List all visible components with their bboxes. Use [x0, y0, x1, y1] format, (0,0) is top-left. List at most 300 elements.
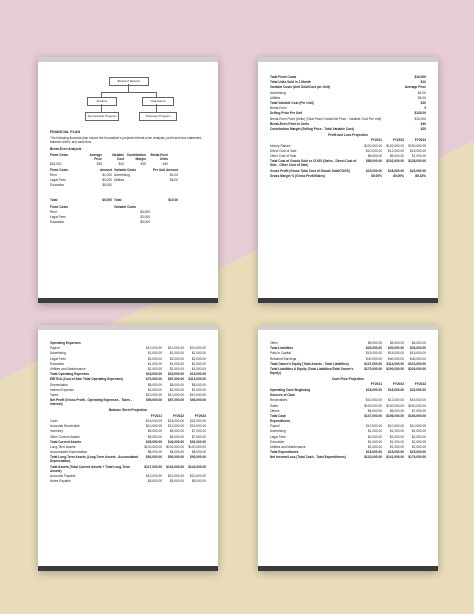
- row-label: Sources of Cash: [270, 393, 296, 398]
- row-label: Education: [50, 361, 65, 366]
- row-value: $179,000.00: [408, 455, 426, 460]
- row-label: Total Liabilities: [270, 346, 293, 351]
- table-row: [270, 424, 426, 428]
- row-value: $10,000.00: [388, 424, 404, 429]
- table-row: [50, 393, 206, 397]
- row-value: $10,000.00: [168, 346, 184, 351]
- table-row: [50, 388, 206, 392]
- row-value: $1,000.00: [389, 429, 404, 434]
- fixed-variable-table: [50, 205, 206, 223]
- cash-flow-table: [270, 388, 426, 459]
- row-value: $147,000.00: [364, 413, 382, 418]
- row-value: 85.00%: [371, 173, 382, 178]
- row-value: $1,000.00: [191, 361, 206, 366]
- fc-total: Total: [114, 198, 122, 203]
- row-value: $7,000.00: [191, 434, 206, 439]
- fc-spacer: [50, 187, 84, 197]
- row-label: Expenditures: [270, 419, 291, 424]
- row-value: $1,000.00: [411, 429, 426, 434]
- fc-cell: $1,000: [102, 173, 112, 178]
- break-even-details: [270, 75, 426, 131]
- row-value: Average Price: [404, 85, 426, 90]
- row-label: Payroll: [50, 346, 60, 351]
- row-value: $7,000.00: [191, 429, 206, 434]
- row-value: $92,000.00: [146, 455, 162, 460]
- row-value: $113,000.00: [188, 377, 206, 382]
- page-1-content: [50, 127, 206, 291]
- row-value: $10: [420, 100, 426, 105]
- row-value: $10,000.00: [146, 392, 162, 397]
- row-value: $156,000.00: [386, 413, 404, 418]
- bea-header: Variable Cost: [111, 153, 124, 162]
- row-value: $8,000.00: [147, 382, 162, 387]
- row-value: $10,000.00: [366, 149, 382, 154]
- row-value: $141,000.00: [386, 455, 404, 460]
- row-value: $5,000.00: [147, 434, 162, 439]
- row-label: Taxes: [50, 392, 59, 397]
- org-connector: [128, 84, 129, 92]
- fc2-cell: Rent: [50, 210, 57, 215]
- row-value: $93,000.00: [190, 398, 206, 403]
- table-row: [270, 111, 426, 115]
- fc-cell: Advertising: [114, 173, 130, 178]
- fc-cell: Education: [50, 182, 65, 187]
- row-label: Net Income/Loss (Total Cash - Total Expenditures): [270, 455, 346, 460]
- row-label: Other: [270, 341, 278, 345]
- bea-value: $10: [118, 162, 124, 167]
- fc-cell: [114, 183, 150, 187]
- row-value: $6,000.00: [389, 408, 404, 413]
- row-value: $5,000.00: [147, 478, 162, 483]
- table-row: [270, 414, 426, 418]
- table-row: [50, 465, 206, 473]
- row-value: $15,000.00: [388, 351, 404, 356]
- bea-header: Contribution Margin: [126, 153, 146, 162]
- row-value: $127,000.00: [144, 464, 162, 469]
- cf-header: FY2022: [392, 382, 404, 387]
- bea-value: $25: [140, 162, 146, 167]
- row-label: Education: [270, 439, 285, 444]
- row-value: $40,000.00: [410, 356, 426, 361]
- row-value: $1,000.00: [389, 445, 404, 449]
- row-value: $220,000.00: [408, 366, 426, 371]
- row-value: $7,000.00: [411, 408, 426, 413]
- row-value: $35,000.00: [146, 439, 162, 444]
- row-label: Total Fixed Costs: [270, 75, 297, 79]
- row-label: Utilities: [270, 95, 281, 100]
- row-value: $12,000.00: [388, 398, 404, 403]
- row-value: $1,000.00: [367, 445, 382, 449]
- table-row: [270, 398, 426, 402]
- row-label: Advertising: [270, 90, 286, 95]
- table-row: [50, 341, 206, 345]
- row-label: Total Assets (Total Current Assets + Total Long-Term Assets): [50, 464, 130, 473]
- row-value: $15,000.00: [388, 450, 404, 455]
- row-value: $10,000.00: [168, 473, 184, 478]
- row-label: Long-Term Assets: [50, 445, 76, 449]
- row-label: Variable Costs (Unit Sold/Cost per Unit): [270, 85, 330, 90]
- row-value: $128,000.00: [408, 159, 426, 164]
- table-row: [270, 154, 426, 158]
- row-value: $10,000.00: [146, 424, 162, 429]
- row-value: $7,000.00: [411, 154, 426, 159]
- org-connector: [101, 92, 156, 93]
- row-label: Accounts Payable: [50, 473, 76, 478]
- bea-value: $35: [96, 162, 102, 167]
- row-label: Gross Profit (Gross Total Cost of Goods Sold/COGS): [270, 168, 350, 173]
- row-label: Total Liabilities & Equity (Total Liabilities/Total Owner's Equity): [270, 366, 354, 375]
- row-value: $2,000.00: [147, 387, 162, 392]
- table-row: [50, 351, 206, 355]
- row-value: $1,000.00: [169, 351, 184, 356]
- table-row: [50, 362, 206, 366]
- org-connector: [156, 104, 157, 112]
- row-value: $25: [420, 126, 426, 131]
- row-label: Advertising: [50, 351, 66, 356]
- row-value: $20,000.00: [388, 346, 404, 351]
- table-row: [270, 455, 426, 459]
- row-label: Utilities and Maintenance: [270, 445, 306, 449]
- operating-expenses-table: [50, 341, 206, 406]
- table-row: [270, 149, 426, 153]
- row-value: $4.00: [418, 90, 426, 95]
- row-value: $5,000.00: [389, 341, 404, 345]
- row-value: $15,000.00: [410, 398, 426, 403]
- row-value: $16,000: [414, 75, 426, 79]
- table-row: [270, 106, 426, 110]
- row-label: EBITDA (Cost of Sale Total Operating Expenses): [50, 377, 124, 382]
- row-label: Accumulated Depreciation: [50, 450, 88, 455]
- row-label: Retained Earnings: [270, 356, 297, 361]
- row-label: Other Cost of Sale: [270, 154, 297, 159]
- row-value: $70,000.00: [146, 377, 162, 382]
- fc-total: $9,000: [102, 198, 112, 203]
- row-value: $1,000.00: [147, 361, 162, 366]
- row-label: Contribution Margin (Selling Price - Total Variable Cost): [270, 126, 354, 131]
- table-row: [270, 388, 426, 392]
- fc-cell: $4.00: [170, 173, 178, 178]
- page-4-content: [270, 341, 426, 559]
- row-value: $114,000.00: [386, 361, 404, 366]
- org-box-board: Board of Director: [109, 77, 149, 86]
- row-value: $1,000.00: [389, 439, 404, 444]
- table-row: [50, 440, 206, 444]
- row-value: $2,000.00: [411, 434, 426, 439]
- row-label: Sales: [270, 403, 278, 408]
- row-value: $10,000.00: [366, 398, 382, 403]
- row-value: $5,000.00: [367, 154, 382, 159]
- row-label: Interest Expense: [50, 387, 74, 392]
- bea-value: $16,000: [50, 162, 62, 167]
- row-value: $6,000.00: [389, 154, 404, 159]
- table-row: [270, 346, 426, 350]
- balance-sheet-table: [50, 419, 206, 483]
- row-label: Advertising: [270, 429, 286, 434]
- table-row: [50, 383, 206, 387]
- row-value: $22,000.00: [410, 168, 426, 173]
- row-value: $2,000.00: [389, 434, 404, 439]
- row-label: Paid-In Capital: [270, 351, 291, 356]
- fc-header: Fixed Costs: [50, 168, 69, 173]
- fc-header: Amount: [99, 168, 112, 173]
- row-value: $6.00: [418, 95, 426, 100]
- row-value: $15,000.00: [366, 168, 382, 173]
- row-value: $: [424, 106, 426, 111]
- cf-headers: [270, 382, 426, 386]
- row-value: $5,000.00: [367, 408, 382, 413]
- table-row: [50, 424, 206, 428]
- pl-title: Profit and Loss Projection: [328, 132, 368, 137]
- row-label: Inventory: [50, 429, 64, 434]
- bea-value: 640: [162, 162, 168, 167]
- row-value: $8,000.00: [191, 382, 206, 387]
- pl-header: FY2023: [414, 138, 426, 143]
- page-header-bar: [258, 325, 438, 330]
- row-value: $40,000.00: [388, 356, 404, 361]
- table-row: [270, 419, 426, 423]
- table-row: [270, 96, 426, 100]
- table-row: [270, 91, 426, 95]
- row-value: $6,000.00: [169, 429, 184, 434]
- table-row: [50, 372, 206, 376]
- row-value: $15,000.00: [190, 424, 206, 429]
- row-value: $150,000.00: [408, 143, 426, 148]
- row-value: $107,000.00: [364, 361, 382, 366]
- row-value: $1,000.00: [147, 366, 162, 371]
- row-value: $6,000.00: [169, 434, 184, 439]
- page-header-bar: [38, 325, 218, 330]
- table-row: [270, 144, 426, 148]
- pl-header: FY2021: [370, 138, 382, 143]
- row-value: $20,000.00: [410, 346, 426, 351]
- row-value: $12,000.00: [388, 149, 404, 154]
- fc2-cell: $3,000: [140, 214, 150, 219]
- org-box-operations: Operations: [142, 97, 174, 106]
- row-value: $5,000.00: [191, 478, 206, 483]
- org-box-finance: Finance: [87, 97, 117, 106]
- bea-header: Average Price: [89, 153, 102, 162]
- row-value: $10,000.00: [146, 346, 162, 351]
- row-value: $10,000.00: [168, 392, 184, 397]
- row-value: $120,000.00: [386, 403, 404, 408]
- row-label: Break-Even Point (Units) (Total Fixed Costs/Unit Price - Variable Cost Per Unit): [270, 116, 382, 121]
- fc2-header: Fixed Costs: [50, 205, 69, 210]
- pl-headers: [270, 138, 426, 142]
- page-footer-bar: [258, 566, 438, 571]
- table-row: [270, 440, 426, 444]
- table-row: [50, 346, 206, 350]
- row-value: $2,000.00: [169, 387, 184, 392]
- row-label: Cash: [50, 419, 58, 424]
- row-value: $8,000.00: [191, 450, 206, 455]
- table-row: [270, 429, 426, 433]
- table-row: [270, 445, 426, 449]
- table-row: [270, 409, 426, 413]
- document-page-1: [38, 57, 218, 303]
- row-value: $10,000.00: [190, 473, 206, 478]
- row-value: $1,000.00: [147, 351, 162, 356]
- page-footer-bar: [38, 566, 218, 571]
- row-value: $102,000.00: [386, 159, 404, 164]
- row-value: $8,000.00: [169, 450, 184, 455]
- table-row: [270, 351, 426, 355]
- fc-cell: $3,000: [102, 177, 112, 182]
- row-value: $150,000.00: [408, 403, 426, 408]
- row-label: Total Current Assets: [50, 439, 81, 444]
- row-value: $135.00: [414, 111, 426, 116]
- fc-cell: Legal Fees: [50, 177, 66, 182]
- table-row: [270, 117, 426, 121]
- row-value: $92,000.00: [190, 455, 206, 460]
- fc2-header: Variable Costs: [114, 205, 136, 210]
- row-label: Depreciation: [50, 382, 68, 387]
- row-value: $18,000.00: [388, 387, 404, 392]
- section-title: FINANCIAL PLAN: [50, 130, 81, 134]
- org-box-sponsorship: Sponsorship Program: [85, 112, 119, 121]
- row-label: Total Units Sold in 1 Month: [270, 80, 311, 85]
- row-value: 85.00%: [393, 173, 404, 178]
- row-label: Total Variable Cost (Per Unit): [270, 100, 314, 105]
- row-value: $5,000.00: [367, 341, 382, 345]
- org-connector: [101, 104, 102, 112]
- table-row: [50, 357, 206, 361]
- cf-header: FY2023: [414, 382, 426, 387]
- row-value: $1,000.00: [411, 439, 426, 444]
- table-row: [50, 445, 206, 449]
- document-page-3: [38, 325, 218, 571]
- fc2-cell: Legal Fees: [50, 214, 66, 219]
- table-row: [270, 450, 426, 454]
- row-label: Operating Cash Beginning: [270, 387, 311, 392]
- row-value: $22,000.00: [410, 387, 426, 392]
- table-row: [270, 357, 426, 361]
- fc2-cell: Education: [50, 219, 65, 224]
- table-row: [50, 435, 206, 439]
- table-row: [270, 435, 426, 439]
- row-value: $1,000.00: [191, 366, 206, 371]
- table-row: [270, 404, 426, 408]
- row-label: Break-Even: [270, 106, 287, 111]
- table-row: [270, 101, 426, 105]
- row-label: Selling Price Per Unit: [270, 111, 303, 116]
- row-value: $15,000.00: [366, 450, 382, 455]
- table-row: [270, 362, 426, 366]
- table-row: [270, 159, 426, 167]
- row-value: $67,000.00: [168, 398, 184, 403]
- table-row: [50, 398, 206, 406]
- row-value: $2,000.00: [191, 356, 206, 361]
- row-value: $170,000.00: [364, 366, 382, 371]
- page-footer-bar: [38, 298, 218, 303]
- row-value: $42,000.00: [168, 439, 184, 444]
- bs-header: FY2021: [150, 413, 162, 418]
- row-value: $15,000.00: [366, 387, 382, 392]
- row-value: $120,000.00: [386, 143, 404, 148]
- row-label: Notes Payable: [50, 478, 71, 483]
- bs-header: FY2023: [194, 413, 206, 418]
- row-value: $15,000.00: [168, 372, 184, 377]
- bea-header: Break-Even Units: [150, 153, 168, 162]
- row-value: $18,000.00: [168, 419, 184, 424]
- row-value: $87,000.00: [168, 377, 184, 382]
- row-value: $20,000.00: [366, 346, 382, 351]
- row-value: $1,000.00: [169, 361, 184, 366]
- bs-header: FY2022: [172, 413, 184, 418]
- cf-header: FY2021: [370, 382, 382, 387]
- row-value: $10,000.00: [146, 473, 162, 478]
- row-value: $1,000.00: [191, 351, 206, 356]
- pl-table: [270, 144, 426, 178]
- row-label: Money Raised: [270, 143, 291, 148]
- row-value: $10,000.00: [190, 392, 206, 397]
- row-value: $132,000.00: [364, 455, 382, 460]
- row-value: $100,000.00: [188, 445, 206, 449]
- row-label: Utilities and Maintenance: [50, 366, 86, 371]
- bea-header: Fixed Costs: [50, 153, 69, 158]
- row-value: $40,000.00: [366, 356, 382, 361]
- table-row: [50, 455, 206, 463]
- row-label: Total Owner's Equity (Total Assets - Total Liabilities): [270, 361, 349, 366]
- table-row: [270, 127, 426, 131]
- row-value: $10,000.00: [366, 424, 382, 429]
- bs-title: Balance Sheet Projection: [108, 408, 148, 413]
- row-value: $8,000.00: [169, 382, 184, 387]
- fc-cell: [152, 183, 178, 187]
- row-label: Direct Cost of Sale: [270, 149, 297, 154]
- row-label: Gross Margin % (Gross Profit/Sales): [270, 173, 325, 178]
- fc-cell: $5,000: [102, 182, 112, 187]
- row-value: $92,000.00: [168, 455, 184, 460]
- row-value: $190,000.00: [386, 366, 404, 371]
- intro-paragraph: The following financial plan shows the foundation's projected break-even analysis, profit and loss statement, balance sheet, and cash flow.: [50, 136, 203, 145]
- table-row: [50, 474, 206, 478]
- fc2-cell: $3,000: [140, 210, 150, 215]
- row-value: $100,000.00: [166, 445, 184, 449]
- row-value: $134,000.00: [166, 464, 184, 469]
- row-value: $2,000.00: [147, 356, 162, 361]
- row-value: $15,000.00: [146, 372, 162, 377]
- row-value: $1,000.00: [367, 429, 382, 434]
- fixed-cost-table: [50, 168, 206, 202]
- row-label: Legal Fees: [50, 356, 66, 361]
- table-row: [50, 450, 206, 454]
- bea-title: Break-Even Analysis: [50, 147, 82, 152]
- bea-table: [50, 153, 206, 166]
- row-value: $10: [420, 80, 426, 85]
- row-value: $10,000.00: [410, 424, 426, 429]
- row-value: $5,000.00: [411, 341, 426, 345]
- row-value: $194,000.00: [408, 413, 426, 418]
- row-value: $2,000.00: [169, 356, 184, 361]
- document-page-4: [258, 325, 438, 571]
- row-label: Total Operating Expenses: [50, 372, 90, 377]
- bs-headers: [50, 414, 206, 418]
- row-label: Total Cost of Goods Sold or COGS (Sales - Direct Cost of Sale - Other Cost of Sale): [270, 159, 357, 168]
- table-row: [270, 367, 426, 375]
- row-value: $1,000.00: [169, 366, 184, 371]
- row-label: Total Expenditures: [270, 450, 299, 455]
- row-value: $18,000.00: [388, 168, 404, 173]
- table-row: [270, 174, 426, 178]
- fc-cell: Utilities: [114, 177, 125, 182]
- cf-title: Cash Flow Projection: [331, 376, 365, 381]
- table-row: [270, 85, 426, 89]
- row-value: $51,000.00: [190, 439, 206, 444]
- row-value: $10,000.00: [190, 346, 206, 351]
- fc2-cell: $5,000: [140, 219, 150, 224]
- table-row: [270, 169, 426, 173]
- fc-cell: $6.00: [170, 177, 178, 182]
